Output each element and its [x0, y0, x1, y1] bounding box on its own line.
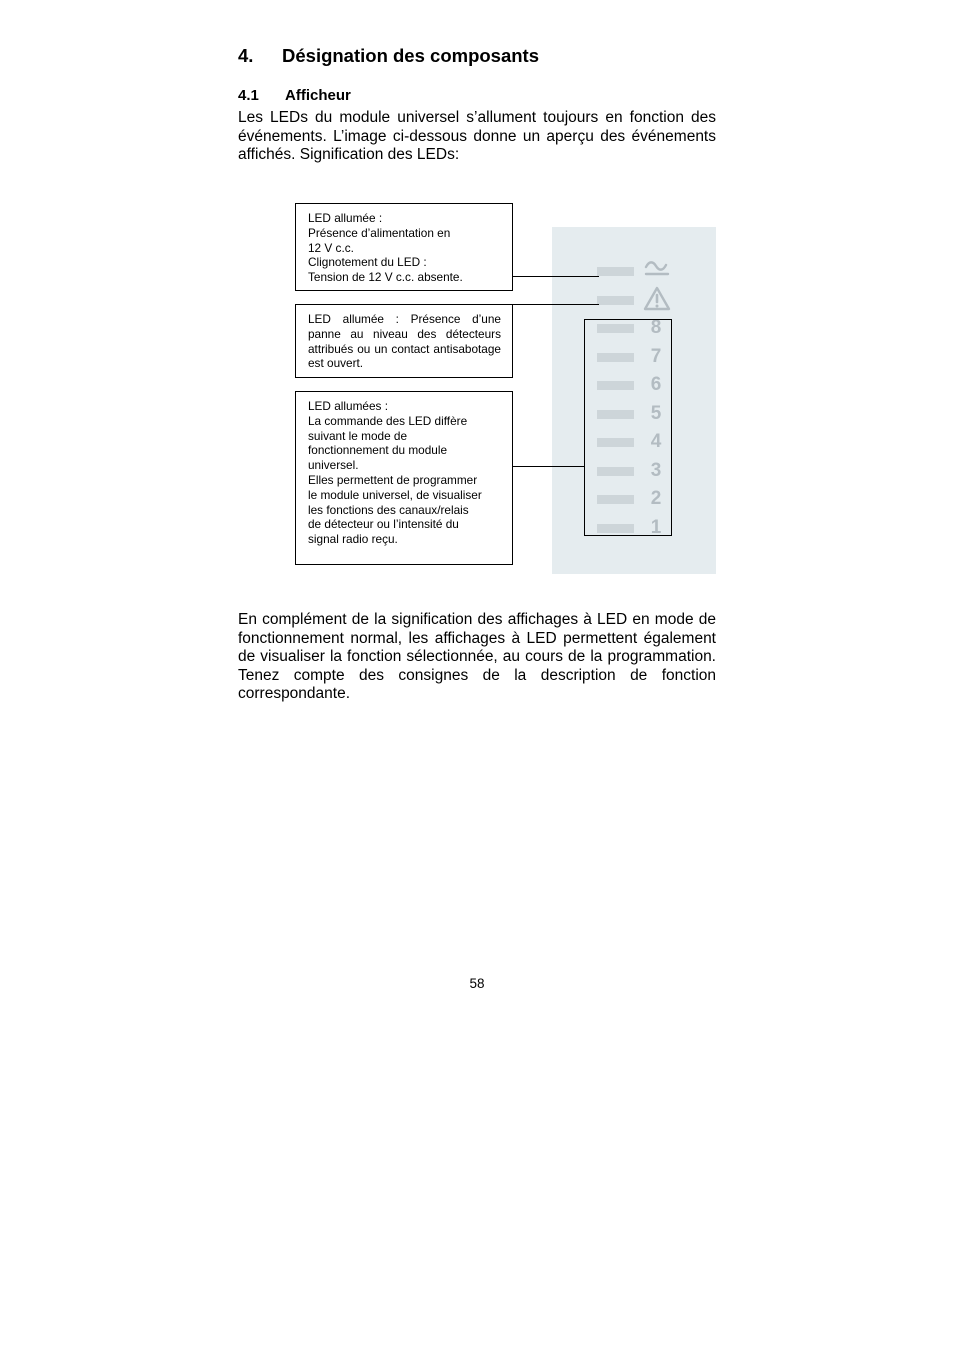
callout-line: Clignotement du LED :: [308, 255, 427, 270]
callout-channel-leds: [295, 391, 513, 565]
led-label: 8: [650, 317, 662, 338]
led-label: 1: [650, 517, 662, 538]
callout-line: 12 V c.c.: [308, 240, 354, 255]
subsection-heading: [238, 87, 351, 104]
callout-line: Tension de 12 V c.c. absente.: [308, 270, 463, 285]
subsection-title: Afficheur: [285, 87, 351, 104]
callout-line: LED allumées :: [308, 399, 388, 413]
callout-line: suivant le mode de: [308, 428, 408, 443]
power-wave-icon: [643, 258, 671, 278]
section-number: 4.: [238, 45, 254, 66]
callout-line: La commande des LED diffère: [308, 413, 468, 428]
subsection-number: 4.1: [238, 87, 259, 104]
led-label: 4: [650, 431, 662, 452]
outro-paragraph: En complément de la signification des affichages à LED en mode de fonctionnement normal, les affichages à LED permettent également de visualiser la fonction sélectionnée, au cours de la programmation. Tenez compte des consignes de la description de fonction correspondante.: [238, 611, 716, 703]
callout-fault-led: [295, 304, 513, 378]
led-label: 3: [650, 460, 662, 481]
intro-paragraph: Les LEDs du module universel s’allument toujours en fonction des événements. L’image ci-dessous donne un aperçu des événements affichés. Signification des LEDs:: [238, 109, 716, 164]
callout-line: de détecteur ou l’intensité du: [308, 517, 459, 532]
section-title: Désignation des composants: [282, 45, 539, 66]
callout-power-led: [295, 203, 513, 291]
power-led: [597, 267, 634, 276]
callout-line: Elles permettent de programmer: [308, 472, 478, 487]
fault-led: [597, 296, 634, 305]
warning-triangle-icon: [643, 286, 671, 311]
led-label: 5: [650, 403, 662, 424]
section-heading: [238, 45, 539, 67]
callout-line: universel.: [308, 458, 359, 473]
led-label: 6: [650, 374, 662, 395]
callout-line: fonctionnement du module: [308, 443, 448, 458]
channel-led-group-frame: [584, 319, 672, 536]
led-label: 7: [650, 346, 662, 367]
led-label: 2: [650, 488, 662, 509]
callout-line: les fonctions des canaux/relais: [308, 502, 469, 517]
callout-line: le module universel, de visualiser: [308, 487, 482, 502]
callout-line: signal radio reçu.: [308, 532, 398, 547]
page-number: 58: [469, 976, 485, 991]
callout-line: LED allumée :: [308, 211, 383, 225]
leader-line-channels: [513, 466, 584, 467]
leader-line-power: [513, 276, 599, 277]
callout-line: Présence d’alimentation en: [308, 225, 451, 240]
callout-text: LED allumée : Présence d’une panne au niveau des détecteurs attribués ou un contact antisabotage est ouvert.: [308, 312, 501, 371]
